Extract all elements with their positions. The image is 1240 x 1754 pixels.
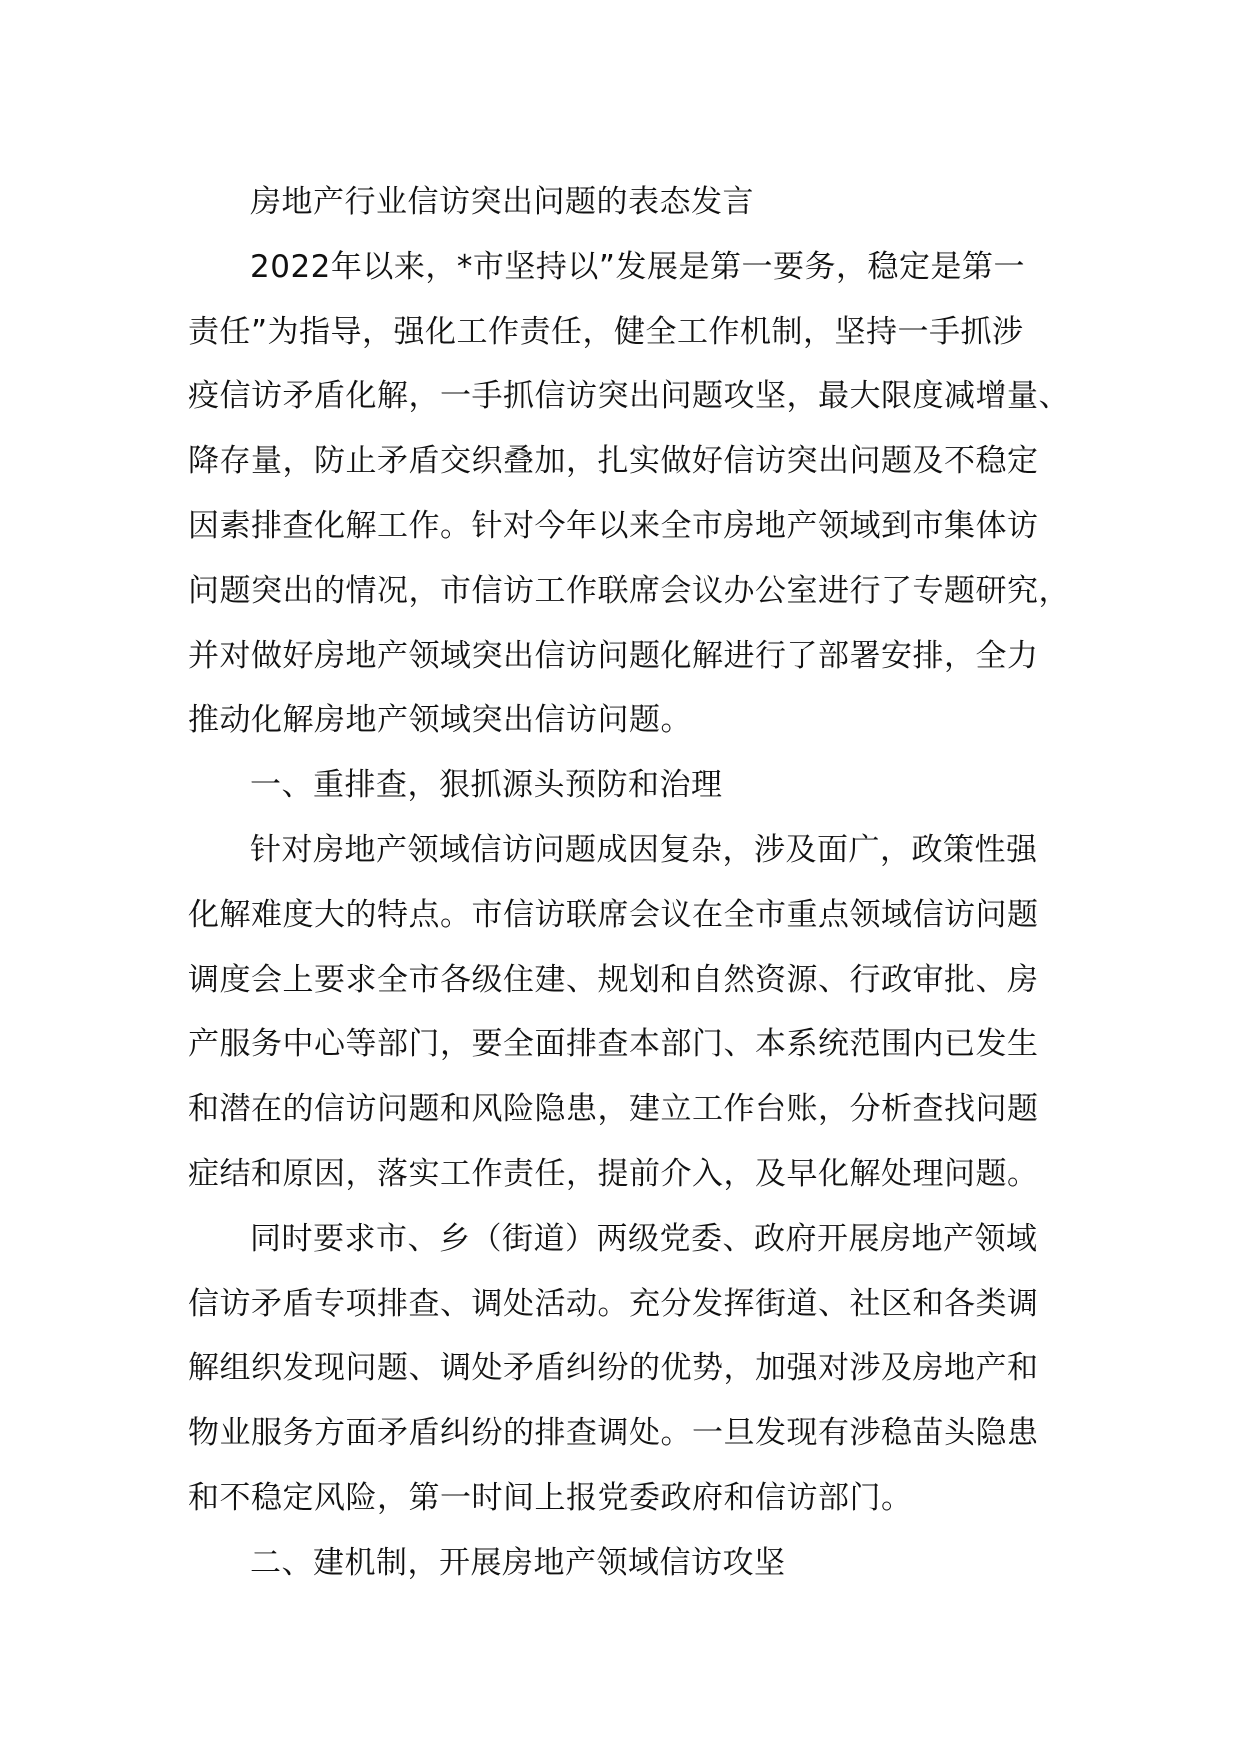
text-line: 信访矛盾专项排查、调处活动。充分发挥街道、社区和各类调 (188, 1285, 1039, 1322)
text-line: 2022年以来，*市坚持以”发展是第一要务，稳定是第一 (250, 248, 1025, 285)
document-title: 房地产行业信访突出问题的表态发言 (250, 184, 754, 220)
document-body (188, 170, 1093, 1596)
text-line: 物业服务方面矛盾纠纷的排查调处。一旦发现有涉稳苗头隐患 (188, 1415, 1039, 1452)
text-line: 推动化解房地产领域突出信访问题。 (188, 702, 692, 739)
text-line: 因素排查化解工作。针对今年以来全市房地产领域到市集体访 (188, 507, 1039, 544)
paragraph-intro (188, 235, 1093, 753)
text-line: 和不稳定风险，第一时间上报党委政府和信访部门。 (188, 1479, 913, 1516)
text-line: 疫信访矛盾化解，一手抓信访突出问题攻坚，最大限度减增量、 (188, 378, 1070, 415)
text-line: 和潜在的信访问题和风险隐患，建立工作台账，分析查找问题 (188, 1091, 1039, 1128)
text-line: 针对房地产领域信访问题成因复杂，涉及面广，政策性强 (250, 831, 1038, 868)
section-heading-2: 二、建机制，开展房地产领域信访攻坚 (250, 1544, 786, 1581)
paragraph-requirements (188, 1207, 1093, 1531)
text-line: 调度会上要求全市各级住建、规划和自然资源、行政审批、房 (188, 961, 1039, 998)
text-line: 产服务中心等部门，要全面排查本部门、本系统范围内已发生 (188, 1026, 1039, 1063)
paragraph-investigation (188, 818, 1093, 1207)
text-line: 降存量，防止矛盾交织叠加，扎实做好信访突出问题及不稳定 (188, 443, 1039, 480)
text-line: 同时要求市、乡（街道）两级党委、政府开展房地产领域 (250, 1220, 1038, 1257)
text-line: 责任”为指导，强化工作责任，健全工作机制，坚持一手抓涉 (188, 313, 1024, 350)
text-line: 化解难度大的特点。市信访联席会议在全市重点领域信访问题 (188, 896, 1039, 933)
text-line: 并对做好房地产领域突出信访问题化解进行了部署安排，全力 (188, 637, 1039, 674)
text-line: 症结和原因，落实工作责任，提前介入，及早化解处理问题。 (188, 1155, 1039, 1192)
text-line: 解组织发现问题、调处矛盾纠纷的优势，加强对涉及房地产和 (188, 1350, 1039, 1387)
text-line: 问题突出的情况，市信访工作联席会议办公室进行了专题研究， (188, 572, 1070, 609)
section-heading-1: 一、重排查，狠抓源头预防和治理 (250, 767, 723, 804)
